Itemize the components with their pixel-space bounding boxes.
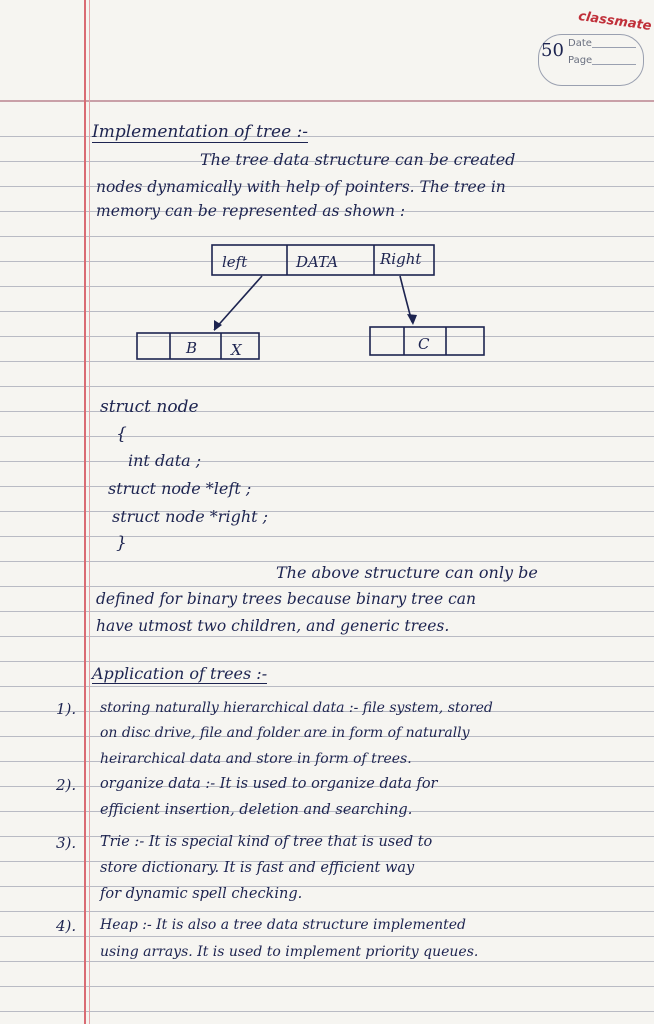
brand-logo: classmate bbox=[577, 8, 653, 35]
section-heading-implementation: Implementation of tree :- bbox=[92, 122, 309, 142]
code-line: struct node bbox=[100, 397, 199, 417]
code-line: struct node *left ; bbox=[108, 479, 252, 498]
item-number: 1). bbox=[56, 700, 77, 718]
root-cell-data: DATA bbox=[296, 253, 339, 271]
application-item-line: using arrays. It is used to implement priority queues. bbox=[100, 944, 479, 960]
code-line: struct node *right ; bbox=[112, 507, 269, 526]
application-item-line: storing naturally hierarchical data :- file system, stored bbox=[100, 700, 493, 716]
code-line: { bbox=[116, 424, 127, 444]
paragraph-line: memory can be represented as shown : bbox=[96, 202, 406, 220]
right-child-cell-c: C bbox=[418, 335, 430, 353]
code-line: } bbox=[116, 533, 127, 553]
item-number: 3). bbox=[56, 834, 77, 852]
application-item-line: efficient insertion, deletion and searching. bbox=[100, 802, 413, 818]
paragraph-line: The tree data structure can be created bbox=[200, 150, 516, 169]
application-item-line: heirarchical data and store in form of trees. bbox=[100, 751, 412, 767]
note-line: The above structure can only be bbox=[276, 563, 538, 582]
page-number: 50 bbox=[541, 40, 564, 61]
application-item-line: Heap :- It is also a tree data structure implemented bbox=[100, 917, 466, 933]
left-pointer-arrow bbox=[214, 276, 262, 330]
application-item-line: Trie :- It is special kind of tree that is used to bbox=[100, 834, 433, 850]
date-label: Date bbox=[568, 38, 592, 49]
right-arrowhead bbox=[407, 314, 417, 325]
item-number: 2). bbox=[56, 776, 77, 794]
page-label: Page bbox=[568, 55, 593, 66]
left-child-cell-x: X bbox=[231, 341, 242, 359]
application-item-line: store dictionary. It is fast and efficient way bbox=[100, 860, 415, 876]
left-child-cell-b: B bbox=[186, 339, 198, 357]
application-item-line: organize data :- It is used to organize data for bbox=[100, 776, 438, 792]
root-cell-right: Right bbox=[380, 250, 422, 268]
application-item-line: on disc drive, file and folder are in form of naturally bbox=[100, 725, 470, 741]
note-line: defined for binary trees because binary tree can bbox=[96, 590, 476, 608]
section-heading-applications: Application of trees :- bbox=[92, 664, 268, 683]
note-line: have utmost two children, and generic trees. bbox=[96, 617, 450, 635]
code-line: int data ; bbox=[128, 451, 202, 470]
root-cell-left: left bbox=[222, 253, 248, 271]
application-item-line: for dynamic spell checking. bbox=[100, 886, 303, 902]
paragraph-line: nodes dynamically with help of pointers. The tree in bbox=[96, 178, 506, 196]
item-number: 4). bbox=[56, 917, 77, 935]
